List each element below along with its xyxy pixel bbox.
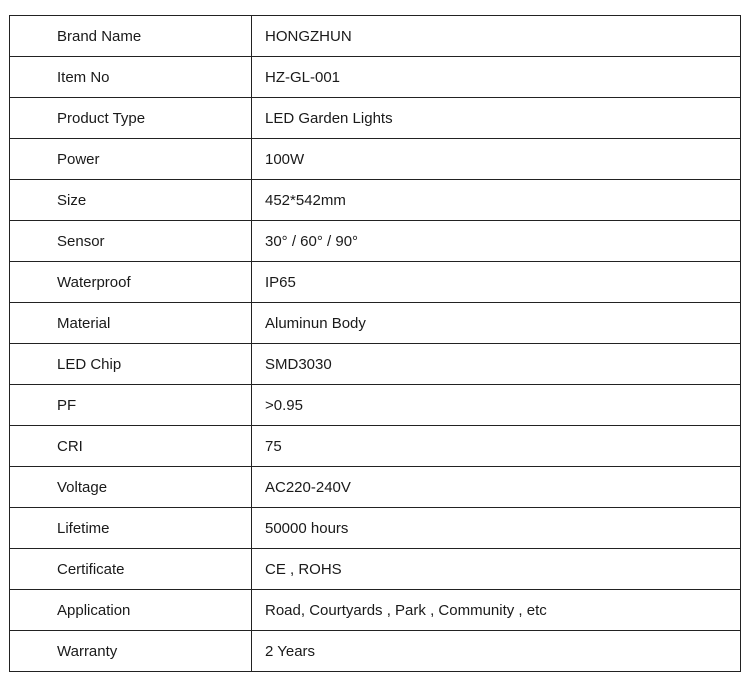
spec-table-body	[10, 16, 741, 672]
spec-value: IP65	[252, 262, 741, 303]
table-row	[10, 385, 741, 426]
spec-label: Application	[10, 590, 252, 631]
table-row	[10, 508, 741, 549]
spec-label: Item No	[10, 57, 252, 98]
spec-label: Product Type	[10, 98, 252, 139]
table-row	[10, 98, 741, 139]
spec-label: Sensor	[10, 221, 252, 262]
table-row	[10, 221, 741, 262]
table-row	[10, 57, 741, 98]
table-row	[10, 631, 741, 672]
spec-table	[9, 15, 741, 672]
spec-label: Size	[10, 180, 252, 221]
spec-value: 2 Years	[252, 631, 741, 672]
table-row	[10, 303, 741, 344]
spec-value: HZ-GL-001	[252, 57, 741, 98]
spec-value: AC220-240V	[252, 467, 741, 508]
spec-label: Waterproof	[10, 262, 252, 303]
spec-label: CRI	[10, 426, 252, 467]
spec-value: 30° / 60° / 90°	[252, 221, 741, 262]
spec-value: LED Garden Lights	[252, 98, 741, 139]
spec-value: SMD3030	[252, 344, 741, 385]
spec-label: Power	[10, 139, 252, 180]
spec-value: 100W	[252, 139, 741, 180]
spec-label: Warranty	[10, 631, 252, 672]
table-row	[10, 467, 741, 508]
table-row	[10, 180, 741, 221]
table-row	[10, 139, 741, 180]
spec-value: 75	[252, 426, 741, 467]
spec-label: Certificate	[10, 549, 252, 590]
spec-label: Voltage	[10, 467, 252, 508]
table-row	[10, 344, 741, 385]
spec-label: Brand Name	[10, 16, 252, 57]
spec-label: Material	[10, 303, 252, 344]
table-row	[10, 16, 741, 57]
table-row	[10, 549, 741, 590]
spec-value: >0.95	[252, 385, 741, 426]
spec-label: LED Chip	[10, 344, 252, 385]
spec-value: Road, Courtyards , Park , Community , etc	[252, 590, 741, 631]
table-row	[10, 590, 741, 631]
table-row	[10, 426, 741, 467]
spec-value: Aluminun Body	[252, 303, 741, 344]
spec-value: 452*542mm	[252, 180, 741, 221]
spec-label: PF	[10, 385, 252, 426]
spec-value: 50000 hours	[252, 508, 741, 549]
table-row	[10, 262, 741, 303]
spec-label: Lifetime	[10, 508, 252, 549]
spec-value: HONGZHUN	[252, 16, 741, 57]
spec-value: CE , ROHS	[252, 549, 741, 590]
